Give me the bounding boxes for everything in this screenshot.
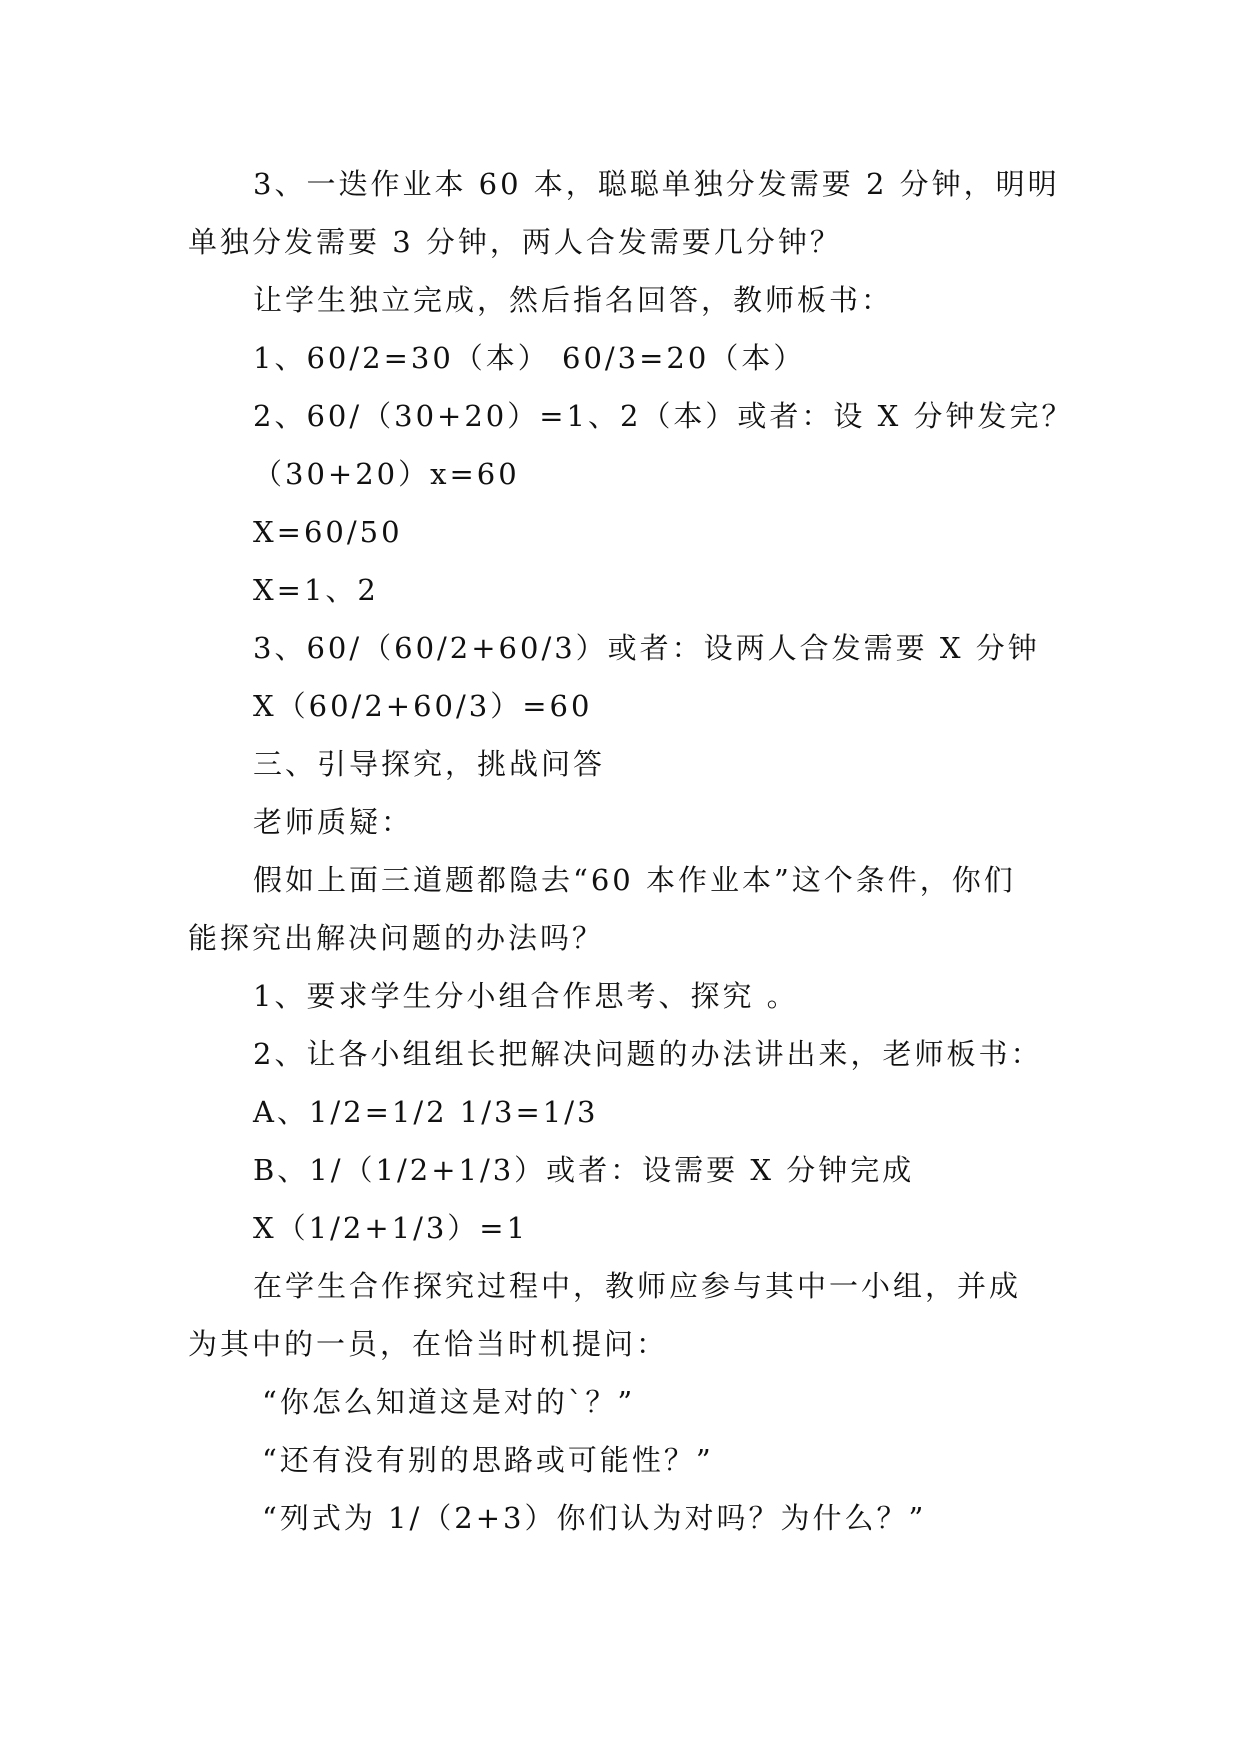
method-b-line: B、1/（1/2+1/3）或者：设需要 X 分钟完成 bbox=[253, 1153, 915, 1187]
problem-3-line-2: 单独分发需要 3 分钟，两人合发需要几分钟？ bbox=[188, 225, 842, 259]
paragraph-line: 假如上面三道题都隐去“60 本作业本”这个条件，你们 bbox=[253, 863, 1016, 897]
paragraph-line: 为其中的一员，在恰当时机提问： bbox=[188, 1327, 669, 1361]
solution-2-line: 2、60/（30+20）=1、2（本）或者：设 X 分钟发完？ bbox=[253, 399, 1074, 433]
paragraph-line: 能探究出解决问题的办法吗？ bbox=[188, 921, 605, 955]
teacher-question-label: 老师质疑： bbox=[253, 805, 414, 839]
paragraph-line: 在学生合作探究过程中，教师应参与其中一小组，并成 bbox=[253, 1269, 1022, 1303]
method-a-line: A、1/2=1/2 1/3=1/3 bbox=[253, 1095, 599, 1129]
equation-line: X=1、2 bbox=[253, 573, 379, 607]
solution-3-line: 3、60/（60/2+60/3）或者：设两人合发需要 X 分钟 bbox=[253, 631, 1040, 665]
quoted-question: “列式为 1/（2+3）你们认为对吗？为什么？” bbox=[262, 1501, 927, 1535]
equation-line: （30+20）x=60 bbox=[253, 457, 520, 491]
equation-line: X（60/2+60/3）=60 bbox=[253, 689, 593, 723]
problem-3-line-1: 3、一迭作业本 60 本，聪聪单独分发需要 2 分钟，明明 bbox=[253, 167, 1060, 201]
quoted-question: “还有没有别的思路或可能性？” bbox=[262, 1443, 714, 1477]
section-heading: 三、引导探究，挑战问答 bbox=[253, 747, 606, 781]
step-1-line: 1、要求学生分小组合作思考、探究 。 bbox=[253, 979, 799, 1013]
solution-1-line: 1、60/2=30（本） 60/3=20（本） bbox=[253, 341, 806, 375]
step-2-line: 2、让各小组组长把解决问题的办法讲出来，老师板书： bbox=[253, 1037, 1043, 1071]
equation-line: X（1/2+1/3）=1 bbox=[253, 1211, 529, 1245]
quoted-question: “你怎么知道这是对的`？” bbox=[262, 1385, 636, 1419]
instruction-line: 让学生独立完成，然后指名回答，教师板书： bbox=[253, 283, 894, 317]
equation-line: X=60/50 bbox=[253, 515, 403, 549]
